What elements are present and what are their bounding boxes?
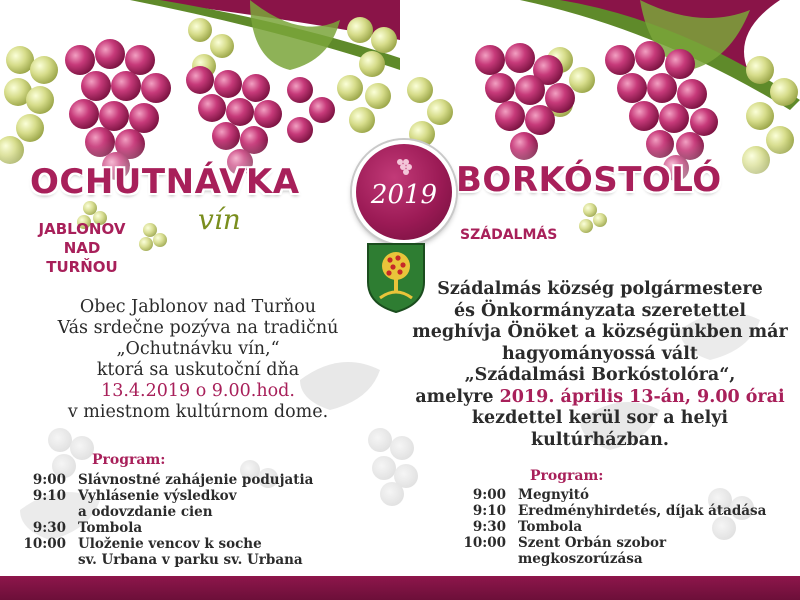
program-event-line: Vyhlásenie výsledkov	[78, 488, 237, 504]
program-event: Eredményhirdetés, díjak átadása	[518, 503, 767, 519]
badge-year: 2019	[370, 180, 438, 210]
program-event-line: megkoszorúzása	[518, 551, 643, 567]
program-item	[440, 503, 800, 519]
program-time: 9:10	[32, 488, 66, 504]
town-line: NAD	[63, 239, 101, 257]
program-time: 10:00	[23, 536, 66, 552]
text-line: meghívja Önöket a községünkben már	[412, 322, 788, 342]
invitation-text-left	[18, 297, 378, 423]
title-left: OCHUTNÁVKA	[30, 162, 300, 202]
text-line: és Önkormányzata szeretettel	[453, 300, 747, 321]
program-item	[0, 536, 380, 568]
program-event-line: Szent Orbán szobor	[518, 535, 667, 551]
invitation-text-right	[405, 279, 795, 451]
grapes-icon	[394, 156, 416, 178]
program-item	[440, 535, 800, 567]
program-time: 9:00	[472, 487, 506, 503]
program-time: 9:30	[472, 519, 506, 535]
text-line: ktorá sa uskutoční dňa	[96, 360, 300, 380]
program-time: 9:10	[472, 503, 506, 519]
text-line: Szádalmás község polgármestere	[437, 279, 763, 299]
text-line: kultúrházban.	[531, 429, 669, 450]
program-event	[518, 535, 800, 567]
program-item	[0, 520, 380, 536]
program-item	[440, 519, 800, 535]
text-line: „Szádalmási Borkóstolóra“,	[464, 365, 736, 385]
program-event: Tombola	[78, 520, 143, 536]
text-line: Obec Jablonov nad Turňou	[79, 297, 317, 317]
program-item	[0, 488, 380, 520]
program-time: 10:00	[463, 535, 506, 551]
year-badge	[352, 140, 456, 244]
event-date-left: 13.4.2019 o 9.00.hod.	[101, 381, 295, 401]
program-time: 9:30	[32, 520, 66, 536]
title-right: BORKÓSTOLÓ	[456, 160, 722, 200]
program-title-left: Program:	[92, 452, 166, 468]
program-event	[78, 536, 380, 568]
text-line: „Ochutnávku vín,“	[116, 339, 280, 359]
program-item	[0, 472, 380, 488]
subtitle-vin: vín	[198, 203, 241, 236]
text-line: Vás srdečne pozýva na tradičnú	[57, 318, 339, 338]
program-event: Megnyitó	[518, 487, 590, 503]
event-date-right: 2019. április 13-án, 9.00 órai	[499, 386, 785, 407]
town-name-right: SZÁDALMÁS	[460, 227, 558, 243]
program-event-line: sv. Urbana v parku sv. Urbana	[78, 552, 303, 568]
program-item	[440, 487, 800, 503]
text-line: kezdettel kerül sor a helyi	[471, 408, 729, 428]
program-event	[78, 488, 380, 520]
program-time: 9:00	[32, 472, 66, 488]
date-line-right	[405, 387, 795, 409]
program-list-right	[440, 487, 800, 567]
footer-band	[0, 576, 800, 600]
program-event: Slávnostné zahájenie podujatia	[78, 472, 314, 488]
program-title-right: Program:	[530, 468, 604, 484]
program-event: Tombola	[518, 519, 583, 535]
town-name-left	[22, 220, 142, 277]
program-event-line: Uloženie vencov k soche	[78, 536, 262, 552]
town-line: JABLONOV	[38, 220, 126, 238]
program-list-left	[0, 472, 380, 568]
town-line: TURŇOU	[46, 258, 118, 276]
text-line: hagyományossá vált	[502, 343, 698, 364]
program-event-line: a odovzdanie cien	[78, 504, 213, 520]
date-prefix: amelyre	[415, 386, 500, 407]
text-line: v miestnom kultúrnom dome.	[67, 402, 329, 422]
